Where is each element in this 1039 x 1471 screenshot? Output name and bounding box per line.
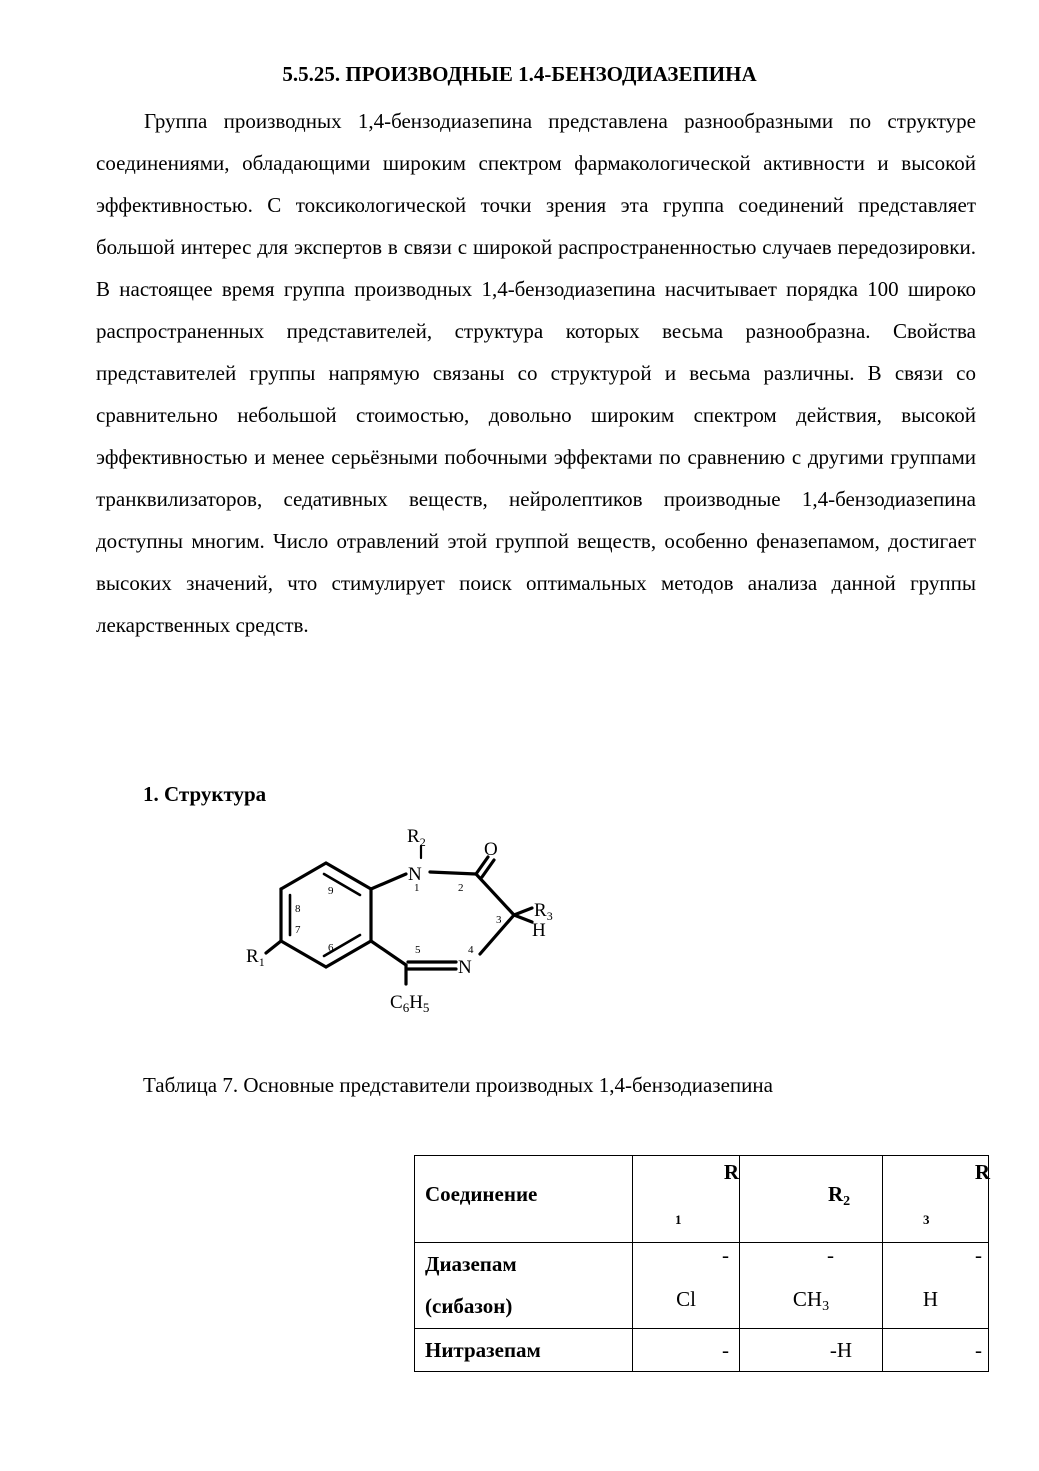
header-r3: R 3: [883, 1156, 989, 1243]
body-paragraph: Группа производных 1,4-бензодиазепина представлена разнообразными по структуре соединениями, обладающими широким спектром фармакологической активности и высокой эффективностью. С токсикологической точки зрения эта группа соединений представляет большой интерес для экспертов в связи с широкой распространенностью случаев передозировки. В настоящее время группа производных 1,4-бензодиазепина насчитывает порядка 100 широко распространенных представителей, структура которых весьма разнообразна. Свойства представителей группы напрямую связаны со структурой и весьма различны. В связи со сравнительно небольшой стоимостью, довольно широким спектром действия, высокой эффективностью и менее серьёзными побочными эффектами по сравнению с другими группами транквилизаторов, седативных веществ, нейролептиков производные 1,4-бензодиазепина доступны многим. Число отравлений этой группой веществ, особенно феназепамом, достигает высоких значений, что стимулирует поиск оптимальных методов анализа данной группы лекарственных средств.: [96, 109, 976, 637]
structure-section-title: 1. Структура: [143, 782, 267, 806]
benzodiazepine-structure-diagram: [236, 822, 596, 1032]
structure-r2-label: $R_2$: [407, 826, 426, 849]
svg-text:8: 8: [295, 903, 301, 915]
structure-h-label: H: [532, 920, 546, 941]
row-r3-cell: -: [883, 1329, 989, 1372]
table-header-row: [415, 1156, 989, 1243]
table-caption: Таблица 7. Основные представители производных 1,4-бензодиазепина: [143, 1073, 773, 1097]
svg-text:6: 6: [328, 942, 334, 954]
svg-text:2: 2: [458, 882, 464, 894]
section-heading: 5.5.25. ПРОИЗВОДНЫЕ 1.4-БЕНЗОДИАЗЕПИНА: [282, 62, 757, 86]
svg-text:3: 3: [496, 914, 502, 926]
row-r3-cell: - H: [883, 1243, 989, 1329]
svg-text:9: 9: [328, 885, 334, 897]
ring-position-numbers: [295, 882, 502, 956]
row-r1-cell: -: [633, 1329, 740, 1372]
row-compound-name: Нитразепам: [415, 1329, 633, 1372]
row-r2-cell: - $CH_3$: [740, 1243, 883, 1329]
derivatives-table: [414, 1155, 989, 1372]
svg-text:4: 4: [468, 944, 474, 956]
row-r2-cell: -H: [740, 1329, 883, 1372]
structure-n1-label: N: [408, 864, 422, 885]
svg-text:5: 5: [415, 944, 421, 956]
row-compound-name: Диазепам (сибазон): [415, 1243, 633, 1329]
structure-r3-label: $R_3$: [534, 900, 553, 923]
table-row: [415, 1243, 989, 1329]
header-compound: Соединение: [415, 1156, 633, 1243]
structure-c6h5-label: $C_6H_5$: [390, 992, 430, 1015]
structure-o-label: O: [484, 839, 498, 860]
svg-text:7: 7: [295, 924, 301, 936]
svg-text:1: 1: [414, 882, 420, 894]
row-r1-cell: - Cl: [633, 1243, 740, 1329]
structure-r1-label: $R_1$: [246, 946, 265, 969]
header-r2: $R_2$: [740, 1156, 883, 1243]
structure-n4-label: N: [458, 957, 472, 978]
table-row: [415, 1329, 989, 1372]
header-r1: R 1: [633, 1156, 740, 1243]
